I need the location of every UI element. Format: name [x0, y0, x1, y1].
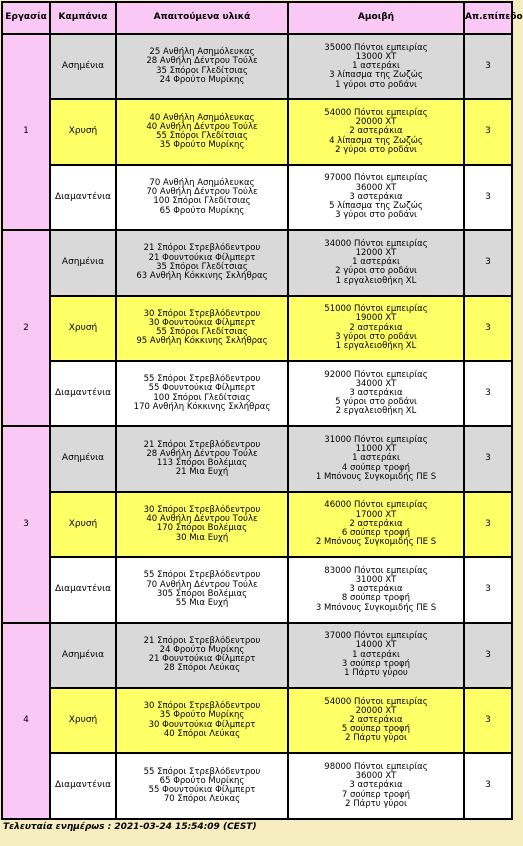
level-cell: 3 — [464, 426, 512, 491]
reward-line: 12000 ΧΤ — [355, 248, 397, 259]
material-line: 21 Μια Ευχή — [175, 467, 229, 478]
table-row — [2, 426, 512, 491]
reward-line: 5 λίπασμα της Ζωζώς — [329, 201, 423, 212]
material-line: 55 Φουντούκια Φίλμπερτ — [148, 784, 256, 795]
reward-cell — [288, 688, 464, 753]
reward-line: 1 εργαλειοθήκη XL — [335, 275, 417, 286]
materials-cell — [116, 296, 288, 361]
reward-cell — [288, 426, 464, 491]
campaign-cell: Διαμαντένια — [50, 753, 116, 818]
reward-line: 6 σούπερ τροφή — [341, 528, 411, 539]
table-row — [2, 492, 512, 557]
reward-line: 2 αστεράκια — [349, 518, 403, 529]
reward-line: 19000 ΧΤ — [355, 313, 397, 324]
task-number: 2 — [2, 230, 50, 426]
reward-line: 2 γύροι στο ροδάνι — [335, 266, 417, 277]
materials-cell — [116, 34, 288, 99]
materials-cell — [116, 230, 288, 295]
materials-cell — [116, 753, 288, 818]
reward-line: 46000 Πόντοι εμπειρίας — [324, 500, 428, 511]
reward-cell — [288, 296, 464, 361]
material-line: 113 Σπόροι Βολέμιας — [156, 458, 248, 469]
reward-line: 1 αστεράκι — [352, 453, 400, 464]
reward-line: 54000 Πόντοι εμπειρίας — [324, 108, 428, 119]
level-cell: 3 — [464, 688, 512, 753]
reward-line: 8 σούπερ τροφή — [341, 593, 411, 604]
material-line: 21 Φουντούκια Φίλμπερτ — [148, 252, 256, 263]
material-line: 21 Σπόροι Στρεβλόδεντρου — [143, 439, 261, 450]
material-line: 40 Ανθήλη Δέντρου Τούλε — [146, 514, 258, 525]
material-line: 65 Φρούτο Μυρίκης — [159, 205, 245, 216]
reward-cell — [288, 623, 464, 688]
reward-line: 1 εργαλειοθήκη XL — [335, 341, 417, 352]
materials-cell — [116, 492, 288, 557]
material-line: 25 Ανθήλη Ασημόλευκας — [149, 47, 255, 58]
task-number: 1 — [2, 34, 50, 230]
reward-cell — [288, 99, 464, 164]
reward-cell — [288, 557, 464, 622]
table-row — [2, 165, 512, 230]
material-line: 70 Ανθήλη Δέντρου Τούλε — [146, 579, 258, 590]
material-line: 30 Φουντούκια Φίλμπερτ — [148, 318, 256, 329]
reward-cell — [288, 492, 464, 557]
reward-line: 4 λίπασμα της Ζωζώς — [329, 135, 423, 146]
reward-line: 7 σούπερ τροφή — [341, 789, 411, 800]
material-line: 21 Σπόροι Στρεβλόδεντρου — [143, 635, 261, 646]
reward-line: 1 αστεράκι — [352, 61, 400, 72]
reward-line: 3 αστεράκια — [349, 191, 403, 202]
material-line: 21 Φουντούκια Φίλμπερτ — [148, 654, 256, 665]
level-cell: 3 — [464, 753, 512, 818]
reward-line: 34000 Πόντοι εμπειρίας — [324, 238, 428, 249]
material-line: 100 Σπόροι Γλεδίτσιας — [153, 196, 251, 207]
table-row — [2, 557, 512, 622]
level-cell: 3 — [464, 361, 512, 426]
reward-cell — [288, 230, 464, 295]
material-line: 24 Φρούτο Μυρίκης — [159, 74, 245, 85]
material-line: 30 Σπόροι Στρεβλόδεντρου — [143, 701, 261, 712]
level-cell: 3 — [464, 99, 512, 164]
reward-line: 20000 ΧΤ — [355, 705, 397, 716]
reward-line: 14000 ΧΤ — [355, 640, 397, 651]
material-line: 55 Σπόροι Στρεβλόδεντρου — [143, 570, 261, 581]
last-updated: Τελευταία ενημέρωs : 2021-03-24 15:54:09 (CEST) — [3, 821, 257, 832]
table-row — [2, 361, 512, 426]
material-line: 55 Μια Ευχή — [175, 598, 229, 609]
material-line: 40 Ανθήλη Ασημόλευκας — [149, 112, 255, 123]
materials-cell — [116, 361, 288, 426]
reward-line: 36000 ΧΤ — [355, 182, 397, 193]
material-line: 55 Σπόροι Στρεβλόδεντρου — [143, 374, 261, 385]
material-line: 63 Ανθήλη Κόκκινης Σκλήθρας — [136, 271, 268, 282]
reward-line: 2 αστεράκια — [349, 126, 403, 137]
material-line: 30 Φουντούκια Φίλμπερτ — [148, 719, 256, 730]
reward-line: 5 γύροι στο ροδάνι — [335, 397, 417, 408]
campaign-cell: Ασημένια — [50, 230, 116, 295]
reward-line: 2 Πάρτυ γύροι — [345, 733, 407, 744]
reward-line: 1 Πάρτυ γύρου — [344, 668, 408, 679]
material-line: 55 Σπόροι Γλεδίτσιας — [156, 327, 248, 338]
material-line: 24 Φρούτο Μυρίκης — [159, 645, 245, 655]
reward-line: 11000 ΧΤ — [355, 444, 397, 455]
level-cell: 3 — [464, 557, 512, 622]
material-line: 40 Ανθήλη Δέντρου Τούλε — [146, 121, 258, 132]
materials-cell — [116, 165, 288, 230]
reward-line: 31000 Πόντοι εμπειρίας — [324, 435, 428, 446]
material-line: 28 Σπόροι Λεύκας — [163, 663, 241, 674]
campaign-cell: Ασημένια — [50, 34, 116, 99]
table-row — [2, 623, 512, 688]
campaign-cell: Χρυσή — [50, 492, 116, 557]
reward-line: 3 γύροι στο ροδάνι — [335, 210, 417, 221]
material-line: 35 Σπόροι Γλεδίτσιας — [156, 261, 248, 272]
reward-line: 51000 Πόντοι εμπειρίας — [324, 304, 428, 315]
reward-line: 20000 ΧΤ — [355, 117, 397, 128]
reward-line: 2 αστεράκια — [349, 322, 403, 333]
material-line: 35 Σπόροι Γλεδίτσιας — [156, 65, 248, 76]
material-line: 40 Σπόροι Λεύκας — [163, 728, 241, 739]
campaign-cell: Ασημένια — [50, 623, 116, 688]
material-line: 70 Σπόροι Λεύκας — [163, 794, 241, 805]
level-cell: 3 — [464, 492, 512, 557]
header-reward: Αμοιβή — [288, 2, 464, 34]
table-body — [2, 34, 512, 819]
table-row — [2, 688, 512, 753]
reward-line: 97000 Πόντοι εμπειρίας — [324, 173, 428, 184]
task-number: 4 — [2, 623, 50, 819]
reward-line: 3 γύροι στο ροδάνι — [335, 331, 417, 342]
material-line: 35 Φρούτο Μυρίκης — [159, 140, 245, 151]
task-number: 3 — [2, 426, 50, 622]
campaign-cell: Χρυσή — [50, 688, 116, 753]
campaign-cell: Διαμαντένια — [50, 361, 116, 426]
material-line: 170 Ανθήλη Κόκκινης Σκλήθρας — [133, 401, 271, 412]
table-row — [2, 99, 512, 164]
materials-cell — [116, 557, 288, 622]
campaign-cell: Ασημένια — [50, 426, 116, 491]
header-materials: Απαιτούμενα υλικά — [116, 2, 288, 34]
table-row — [2, 753, 512, 818]
reward-line: 35000 Πόντοι εμπειρίας — [324, 42, 428, 53]
reward-cell — [288, 165, 464, 230]
reward-line: 1 Μπόνους Συγκομιδής ΠΕ S — [315, 471, 437, 482]
material-line: 30 Σπόροι Στρεβλόδεντρου — [143, 308, 261, 319]
reward-cell — [288, 34, 464, 99]
reward-line: 3 λίπασμα της Ζωζώς — [329, 70, 423, 81]
reward-line: 83000 Πόντοι εμπειρίας — [324, 565, 428, 576]
reward-cell — [288, 361, 464, 426]
tasks-table — [1, 1, 523, 820]
material-line: 95 Ανθήλη Κόκκινης Σκλήθρας — [136, 336, 268, 347]
material-line: 70 Ανθήλη Δέντρου Τούλε — [146, 187, 258, 198]
table-row — [2, 34, 512, 99]
campaign-cell: Διαμαντένια — [50, 557, 116, 622]
material-line: 30 Μια Ευχή — [175, 532, 229, 543]
header-row — [2, 2, 512, 34]
reward-line: 5 σούπερ τροφή — [341, 724, 411, 735]
reward-line: 2 Πάρτυ γύροι — [345, 798, 407, 809]
material-line: 35 Φρούτο Μυρίκης — [159, 710, 245, 721]
campaign-cell: Χρυσή — [50, 296, 116, 361]
reward-line: 1 γύροι στο ροδάνι — [335, 79, 417, 90]
reward-cell — [288, 753, 464, 818]
level-cell: 3 — [464, 165, 512, 230]
materials-cell — [116, 623, 288, 688]
material-line: 100 Σπόροι Γλεδίτσιας — [153, 392, 251, 403]
reward-line: 1 αστεράκι — [352, 257, 400, 268]
level-cell: 3 — [464, 623, 512, 688]
material-line: 21 Σπόροι Στρεβλόδεντρου — [143, 243, 261, 254]
reward-line: 1 αστεράκι — [352, 649, 400, 660]
reward-line: 17000 ΧΤ — [355, 509, 397, 520]
material-line: 28 Ανθήλη Δέντρου Τούλε — [146, 448, 258, 459]
reward-line: 2 Μπόνους Συγκομιδής ΠΕ S — [315, 537, 437, 548]
reward-line: 2 γύροι στο ροδάνι — [335, 144, 417, 155]
materials-cell — [116, 688, 288, 753]
reward-line: 3 αστεράκια — [349, 388, 403, 399]
reward-line: 54000 Πόντοι εμπειρίας — [324, 696, 428, 707]
material-line: 70 Ανθήλη Ασημόλευκας — [149, 178, 255, 189]
material-line: 65 Φρούτο Μυρίκης — [159, 775, 245, 786]
material-line: 305 Σπόροι Βολέμιας — [156, 588, 248, 599]
material-line: 55 Σπόροι Γλεδίτσιας — [156, 131, 248, 142]
reward-line: 92000 Πόντοι εμπειρίας — [324, 369, 428, 380]
level-cell: 3 — [464, 230, 512, 295]
header-task: Εργασία — [2, 2, 50, 34]
material-line: 170 Σπόροι Βολέμιας — [156, 523, 248, 534]
reward-line: 31000 ΧΤ — [355, 575, 397, 586]
reward-line: 36000 ΧΤ — [355, 771, 397, 782]
reward-line: 3 αστεράκια — [349, 584, 403, 595]
reward-line: 4 σούπερ τροφή — [341, 462, 411, 473]
materials-cell — [116, 426, 288, 491]
material-line: 30 Σπόροι Στρεβλόδεντρου — [143, 505, 261, 516]
reward-line: 13000 ΧΤ — [355, 51, 397, 62]
reward-line: 2 αστεράκια — [349, 715, 403, 725]
material-line: 55 Φουντούκια Φίλμπερτ — [148, 383, 256, 394]
material-line: 28 Ανθήλη Δέντρου Τούλε — [146, 56, 258, 67]
header-campaign: Καμπάνια — [50, 2, 116, 34]
reward-line: 98000 Πόντοι εμπειρίας — [324, 761, 428, 772]
table-row — [2, 230, 512, 295]
table-row — [2, 296, 512, 361]
materials-cell — [116, 99, 288, 164]
campaign-cell: Διαμαντένια — [50, 165, 116, 230]
reward-line: 3 Μπόνους Συγκομιδής ΠΕ S — [315, 602, 437, 613]
level-cell: 3 — [464, 296, 512, 361]
reward-line: 37000 Πόντοι εμπειρίας — [324, 631, 428, 642]
reward-line: 3 σούπερ τροφή — [341, 658, 411, 669]
material-line: 55 Σπόροι Στρεβλόδεντρου — [143, 766, 261, 777]
reward-line: 3 αστεράκια — [349, 780, 403, 791]
header-level: Απ.επίπεδο — [464, 2, 512, 34]
reward-line: 2 εργαλειοθήκη XL — [335, 406, 417, 417]
campaign-cell: Χρυσή — [50, 99, 116, 164]
level-cell: 3 — [464, 34, 512, 99]
reward-line: 34000 ΧΤ — [355, 378, 397, 389]
